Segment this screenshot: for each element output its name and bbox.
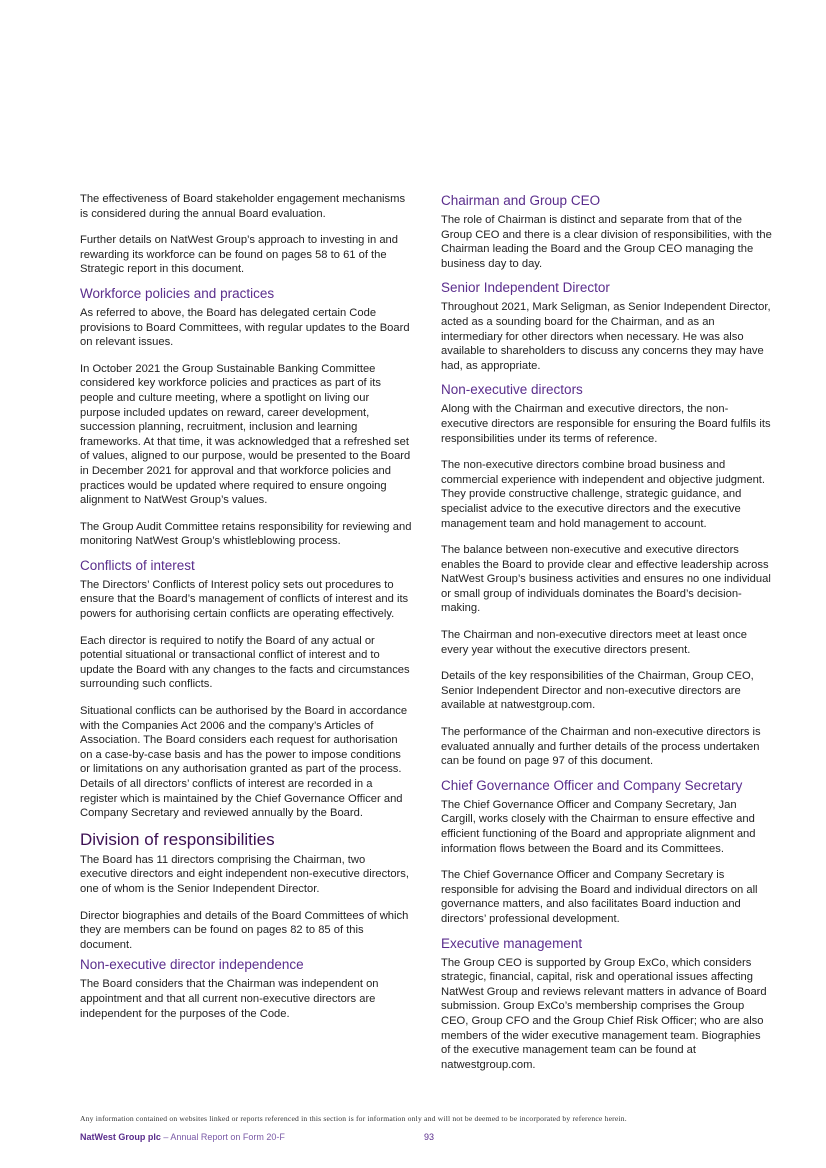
- footer-title: [80, 1132, 285, 1142]
- paragraph: The Chief Governance Officer and Company Secretary, Jan Cargill, works closely with the Chairman to ensure effective and efficient functioning of the Board and appropriate alignment and information flows between the Board and its Committees.: [441, 798, 756, 855]
- heading-division: Division of responsibilities: [80, 829, 275, 849]
- paragraph: Further details on NatWest Group’s approach to investing in and rewarding its workforce can be found on pages 58 to 61 of the Strategic report in this document.: [80, 234, 398, 276]
- heading-sid: Senior Independent Director: [441, 280, 610, 296]
- paragraph: The effectiveness of Board stakeholder engagement mechanisms is considered during the annual Board evaluation.: [80, 193, 406, 220]
- paragraph: The Chairman and non-executive directors meet at least once every year without the executive directors present.: [441, 629, 747, 656]
- footer-separator: –: [160, 1132, 171, 1142]
- paragraph: Director biographies and details of the Board Committees of which they are members can be found on pages 82 to 85 of this document.: [80, 909, 409, 951]
- paragraph: The Board considers that the Chairman was independent on appointment and that all current non-executive directors are independent for the purposes of the Code.: [80, 978, 379, 1020]
- paragraph: The non-executive directors combine broad business and commercial experience with independent and objective judgment. They provide constructive challenge, strategic guidance, and specialist advice to the executive directors and the executive management team and hold management to account.: [441, 459, 766, 530]
- paragraph: In October 2021 the Group Sustainable Banking Committee considered key workforce policies and practices as part of its people and culture meeting, where a spotlight on living our purpose included updates on reward, career development, succession planning, recruitment, inclusion and learning frameworks. At that time, it was acknowledged that a refreshed set of values, aligned to our purpose, would be presented to the Board in December 2021 for approval and that workforce policies and practices would be updated where required to ensure ongoing alignment to NatWest Group’s values.: [80, 362, 411, 507]
- paragraph: The Group CEO is supported by Group ExCo, which considers strategic, financial, capital, risk and operational issues affecting NatWest Group and reviews relevant matters in advance of Board submission. Group ExCo’s membership comprises the Group CEO, Group CFO and the Group Chief Risk Officer; who are also members of the wider executive management team. Biographies of the executive management team can be found at natwestgroup.com.: [441, 956, 767, 1071]
- paragraph: Each director is required to notify the Board of any actual or potential situational or transactional conflict of interest and to update the Board with any changes to the facts and circumstances surrounding such conflicts.: [80, 634, 410, 691]
- heading-ned: Non-executive directors: [441, 382, 583, 398]
- paragraph: The Chief Governance Officer and Company Secretary is responsible for advising the Board and individual directors on all governance matters, and also facilitates Board induction and directors’ professional development.: [441, 869, 758, 925]
- paragraph: The Directors’ Conflicts of Interest policy sets out procedures to ensure that the Board’s management of conflicts of interest and its powers for authorising certain conflicts are operating effectively.: [80, 578, 409, 621]
- paragraph: The Group Audit Committee retains responsibility for reviewing and monitoring NatWest Group’s whistleblowing process.: [80, 520, 412, 548]
- paragraph: The role of Chairman is distinct and separate from that of the Group CEO and there is a clear division of responsibilities, with the Chairman leading the Board and the Group CEO managing the business day to day.: [441, 214, 772, 270]
- paragraph: As referred to above, the Board has delegated certain Code provisions to Board Committees, with regular updates to the Board on relevant issues.: [80, 306, 410, 349]
- paragraph: The Board has 11 directors comprising the Chairman, two executive directors and eight independent non-executive directors, one of whom is the Senior Independent Director.: [80, 853, 409, 895]
- paragraph: Details of the key responsibilities of the Chairman, Group CEO, Senior Independent Director and non-executive directors are available at natwestgroup.com.: [441, 670, 754, 712]
- paragraph: Throughout 2021, Mark Seligman, as Senior Independent Director, acted as a sounding board for the Chairman, and as an intermediary for other directors when necessary. He was also available to shareholders to discuss any concerns they may have had, as appropriate.: [441, 301, 771, 372]
- paragraph: The balance between non-executive and executive directors enables the Board to provide clear and effective leadership across NatWest Group’s business activities and ensures no one individual or small group of individuals dominates the Board’s decision-making.: [441, 544, 771, 615]
- footer-brand: NatWest Group plc: [80, 1132, 161, 1142]
- paragraph: Situational conflicts can be authorised by the Board in accordance with the Companies Act 2006 and the company’s Articles of Association. The Board considers each request for authorisation on a case-by-case basis and has the power to impose conditions or limitations on any authorisation granted as part of the process. Details of all directors’ conflicts of interest are recorded in a register which is maintained by the Chief Governance Officer and Company Secretary and reviewed annually by the Board.: [80, 705, 408, 820]
- heading-cgo: Chief Governance Officer and Company Secretary: [441, 777, 743, 793]
- right-column: [441, 192, 773, 1084]
- heading-chairman: Chairman and Group CEO: [441, 193, 601, 208]
- heading-independence: Non-executive director independence: [80, 957, 304, 973]
- heading-exec: Executive management: [441, 935, 583, 951]
- page-number: 93: [424, 1132, 435, 1142]
- footer-report: Annual Report on Form 20-F: [170, 1132, 285, 1142]
- footer-disclaimer: Any information contained on websites linked or reports referenced in this section is for information only and will not be deemed to be incorporated by reference herein.: [80, 1114, 627, 1123]
- paragraph: The performance of the Chairman and non-executive directors is evaluated annually and further details of the process undertaken can be found on page 97 of this document.: [441, 726, 761, 768]
- heading-workforce: Workforce policies and practices: [80, 285, 275, 301]
- left-column: [80, 192, 412, 1033]
- paragraph: Along with the Chairman and executive directors, the non-executive directors are responsible for ensuring the Board fulfils its responsibilities under its terms of reference.: [441, 403, 771, 445]
- heading-conflicts: Conflicts of interest: [80, 557, 195, 573]
